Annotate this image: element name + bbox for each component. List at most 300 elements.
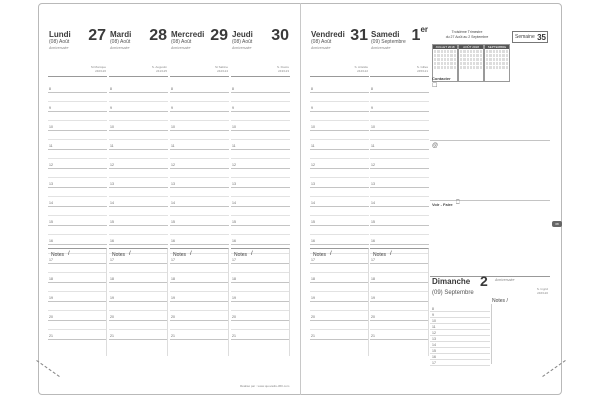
hour-row[interactable]: [48, 197, 107, 207]
mini-day-cell: [499, 50, 501, 53]
hour-label: 20: [49, 315, 53, 319]
month-tab[interactable]: 08: [552, 221, 562, 227]
hour-row[interactable]: [370, 150, 429, 160]
day-name: Mardi: [110, 30, 132, 39]
notes-box[interactable]: [48, 248, 107, 356]
hour-row[interactable]: [170, 93, 229, 103]
hour-label: 16: [110, 239, 114, 243]
mini-day-cell: [476, 66, 478, 69]
hour-label: 17: [171, 258, 175, 262]
hour-row[interactable]: [109, 140, 168, 150]
mini-day-cell: [441, 62, 443, 65]
hour-row[interactable]: [231, 169, 290, 179]
mini-day-cell: [450, 54, 452, 57]
hour-label: 16: [371, 239, 375, 243]
day-saint: S. Fiacre 243/123: [276, 65, 289, 73]
sunday-block: [430, 273, 550, 366]
hour-row[interactable]: [231, 216, 290, 226]
hour-row[interactable]: [310, 150, 369, 160]
sunday-saint: S. Ingrid 246/120: [536, 287, 548, 295]
hour-row[interactable]: [109, 121, 168, 131]
hour-label: 10: [232, 125, 236, 129]
week-number: 35: [537, 33, 546, 42]
mini-day-cell: [444, 54, 446, 57]
hour-row[interactable]: [370, 102, 429, 112]
hour-row[interactable]: [310, 159, 369, 169]
hour-label: 19: [311, 296, 315, 300]
hour-row[interactable]: [48, 112, 107, 122]
hour-label: 12: [232, 163, 236, 167]
hour-row[interactable]: [109, 197, 168, 207]
hour-row[interactable]: [370, 226, 429, 236]
hour-label: 16: [311, 239, 315, 243]
mini-day-cell: [499, 66, 501, 69]
hour-row[interactable]: [231, 140, 290, 150]
hour-row[interactable]: [109, 216, 168, 226]
mail-divider: [430, 200, 550, 201]
hour-row[interactable]: [370, 178, 429, 188]
mini-day-cell: [447, 50, 449, 53]
credit-line: Réalisé par : www.quovadis-360.com: [240, 384, 290, 388]
mini-day-cell: [506, 58, 508, 61]
trimestre-text: Troisième Trimestre du 27 Août au 2 Septembre: [445, 30, 489, 39]
mini-day-cell: [444, 62, 446, 65]
hour-row[interactable]: [310, 83, 369, 93]
hour-row[interactable]: [170, 235, 229, 245]
hour-row[interactable]: [231, 112, 290, 122]
hour-row[interactable]: [370, 207, 429, 217]
mini-day-cell: [454, 62, 456, 65]
day-name: Mercredi: [171, 30, 205, 39]
hour-row[interactable]: [370, 235, 429, 245]
hour-row[interactable]: [310, 178, 369, 188]
day-number: [149, 27, 167, 45]
sunday-hour-row[interactable]: 11: [430, 324, 490, 330]
hour-label: 21: [371, 334, 375, 338]
hour-label: 17: [311, 258, 315, 262]
hour-row[interactable]: [310, 131, 369, 141]
hour-row[interactable]: [48, 216, 107, 226]
mail-icon: @: [432, 143, 439, 149]
hour-row[interactable]: [231, 235, 290, 245]
hour-row[interactable]: [310, 140, 369, 150]
hour-grid: [109, 83, 168, 338]
hour-row[interactable]: [231, 131, 290, 141]
hour-label: 15: [171, 220, 175, 224]
mini-day-cell: [470, 66, 472, 69]
sunday-hour-row[interactable]: 12: [430, 330, 490, 336]
hour-row[interactable]: [231, 93, 290, 103]
hour-row[interactable]: [170, 216, 229, 226]
day-saint: S. Gilles 245/121: [416, 65, 428, 73]
day-header: [170, 27, 229, 77]
phone-icon: ☐: [432, 83, 438, 89]
notes-box[interactable]: [170, 248, 229, 356]
mini-day-cell: [493, 50, 495, 53]
contacter-divider: [430, 140, 550, 141]
mini-calendar-grid: [433, 49, 457, 70]
day-name: Lundi: [49, 30, 71, 39]
sunday-hour-row[interactable]: 14: [430, 342, 490, 348]
mini-day-cell: [496, 54, 498, 57]
hour-label: 18: [371, 277, 375, 281]
hour-label: 11: [371, 144, 375, 148]
mini-day-cell: [473, 62, 475, 65]
hour-row[interactable]: [109, 235, 168, 245]
sunday-hour-row[interactable]: 9: [430, 312, 490, 318]
hour-label: 20: [311, 315, 315, 319]
mini-day-cell: [454, 50, 456, 53]
hour-row[interactable]: [231, 207, 290, 217]
pen-icon: /: [129, 251, 131, 257]
mini-day-cell: [476, 62, 478, 65]
hour-label: 8: [171, 87, 173, 91]
hour-row[interactable]: [370, 216, 429, 226]
hour-label: 8: [232, 87, 234, 91]
pen-icon: /: [390, 251, 392, 257]
hour-label: 14: [311, 201, 315, 205]
hour-row[interactable]: [170, 112, 229, 122]
mini-day-cell: [480, 54, 482, 57]
hour-row[interactable]: [109, 178, 168, 188]
pen-icon: /: [68, 251, 70, 257]
hour-row[interactable]: [231, 197, 290, 207]
hour-row[interactable]: [310, 226, 369, 236]
mini-day-cell: [454, 58, 456, 61]
mini-day-cell: [489, 62, 491, 65]
mini-day-cell: [460, 58, 462, 61]
mini-day-cell: [437, 58, 439, 61]
hour-label: 16: [171, 239, 175, 243]
trimestre-heading: [432, 30, 502, 40]
hour-label: 11: [110, 144, 114, 148]
mini-day-cell: [434, 54, 436, 57]
mini-day-cell: [486, 50, 488, 53]
hour-row[interactable]: [370, 121, 429, 131]
hour-row[interactable]: [109, 159, 168, 169]
day-anniversaire: Anniversaire: [110, 46, 130, 50]
hour-row[interactable]: [48, 178, 107, 188]
hour-row[interactable]: [48, 235, 107, 245]
hour-row[interactable]: [109, 150, 168, 160]
hour-label: 21: [232, 334, 236, 338]
sunday-hour-row[interactable]: 16: [430, 354, 490, 360]
mini-calendar: [458, 44, 484, 82]
day-saint: St Sabine 242/124: [214, 65, 228, 73]
mini-day-cell: [473, 66, 475, 69]
mini-day-cell: [496, 62, 498, 65]
mini-day-cell: [499, 54, 501, 57]
mini-day-cell: [470, 58, 472, 61]
hour-row[interactable]: [109, 112, 168, 122]
hour-row[interactable]: [310, 169, 369, 179]
hour-label: 11: [49, 144, 53, 148]
mini-day-cell: [444, 66, 446, 69]
hour-row[interactable]: [170, 159, 229, 169]
hour-label: 19: [371, 296, 375, 300]
hour-label: 18: [49, 277, 53, 281]
hour-label: 19: [171, 296, 175, 300]
hour-label: 13: [49, 182, 53, 186]
hour-row[interactable]: [370, 159, 429, 169]
hour-label: 19: [232, 296, 236, 300]
sunday-hour-row[interactable]: 10: [430, 318, 490, 324]
hour-label: 10: [311, 125, 315, 129]
hour-label: 14: [371, 201, 375, 205]
hour-row[interactable]: [310, 235, 369, 245]
notes-label: Notes: [313, 252, 327, 258]
hour-row[interactable]: [370, 197, 429, 207]
hour-row[interactable]: [370, 140, 429, 150]
hour-row[interactable]: [48, 140, 107, 150]
sunday-hour-row[interactable]: 13: [430, 336, 490, 342]
hour-row[interactable]: [109, 169, 168, 179]
sunday-hour-row[interactable]: 17: [430, 360, 490, 366]
mini-day-cell: [486, 58, 488, 61]
hour-row[interactable]: [48, 83, 107, 93]
hour-label: 21: [171, 334, 175, 338]
day-header: [48, 27, 107, 77]
pen-icon: /: [251, 251, 253, 257]
hour-row[interactable]: [109, 131, 168, 141]
hour-row[interactable]: [109, 83, 168, 93]
day-number: [271, 27, 289, 45]
hour-label: 10: [49, 125, 53, 129]
bag-icon: ⎕: [456, 200, 460, 206]
hour-label: 8: [49, 87, 51, 91]
mini-day-cell: [450, 50, 452, 53]
day-header: [109, 27, 168, 77]
mini-day-cell: [489, 50, 491, 53]
sunday-hour-row[interactable]: 8: [430, 306, 490, 312]
hour-row[interactable]: [310, 102, 369, 112]
hour-label: 13: [232, 182, 236, 186]
mini-day-cell: [450, 58, 452, 61]
day-anniversaire: Anniversaire: [311, 46, 331, 50]
hour-row[interactable]: [170, 83, 229, 93]
hour-label: 15: [49, 220, 53, 224]
hour-label: 13: [371, 182, 375, 186]
day-number-text: 28: [149, 27, 167, 44]
hour-row[interactable]: [48, 226, 107, 236]
hour-label: 20: [171, 315, 175, 319]
hour-label: 17: [49, 258, 53, 262]
hour-row[interactable]: [370, 131, 429, 141]
day-month: (08) Août: [49, 39, 70, 45]
pen-icon: /: [506, 298, 508, 304]
hour-row[interactable]: [109, 93, 168, 103]
mini-day-cell: [480, 66, 482, 69]
day-month: (09) Septembre: [371, 39, 406, 45]
mini-day-cell: [493, 54, 495, 57]
notes-label: Notes: [112, 252, 126, 258]
hour-row[interactable]: [48, 207, 107, 217]
hour-row[interactable]: [170, 121, 229, 131]
hour-label: 19: [110, 296, 114, 300]
mini-day-cell: [493, 66, 495, 69]
mini-day-cell: [502, 62, 504, 65]
hour-row[interactable]: [370, 93, 429, 103]
mini-calendar: [484, 44, 510, 82]
notes-label: Notes: [173, 252, 187, 258]
mini-day-cell: [506, 54, 508, 57]
hour-label: 15: [371, 220, 375, 224]
pen-icon: /: [190, 251, 192, 257]
day-saint: S. Aristide 244/122: [354, 65, 368, 73]
mini-day-cell: [480, 62, 482, 65]
mini-day-cell: [496, 66, 498, 69]
mini-day-cell: [441, 54, 443, 57]
hour-row[interactable]: [48, 150, 107, 160]
hour-label: 11: [311, 144, 315, 148]
hour-row[interactable]: [109, 188, 168, 198]
mini-day-cell: [444, 50, 446, 53]
mini-day-cell: [506, 66, 508, 69]
hour-row[interactable]: [170, 169, 229, 179]
hour-label: 10: [110, 125, 114, 129]
hour-label: 17: [371, 258, 375, 262]
mini-day-cell: [506, 62, 508, 65]
mini-day-cell: [480, 58, 482, 61]
day-anniversaire: Anniversaire: [371, 46, 391, 50]
hour-row[interactable]: [310, 207, 369, 217]
mini-day-cell: [460, 62, 462, 65]
day-number-text: 29: [210, 27, 228, 44]
sunday-divider: [491, 304, 492, 364]
sunday-month: (09) Septembre: [432, 290, 474, 296]
mini-day-cell: [454, 66, 456, 69]
hour-row[interactable]: [231, 150, 290, 160]
hour-label: 12: [49, 163, 53, 167]
hour-label: 11: [232, 144, 236, 148]
hour-row[interactable]: [48, 102, 107, 112]
hour-row[interactable]: [109, 207, 168, 217]
day-saint: S. Augustin 241/125: [151, 65, 167, 73]
mini-day-cell: [441, 58, 443, 61]
hour-label: 9: [171, 106, 173, 110]
hour-row[interactable]: [231, 102, 290, 112]
hour-row[interactable]: [170, 226, 229, 236]
hour-row[interactable]: [48, 93, 107, 103]
hour-row[interactable]: [170, 197, 229, 207]
hour-row[interactable]: [231, 188, 290, 198]
hour-row[interactable]: [109, 102, 168, 112]
mini-day-cell: [470, 62, 472, 65]
hour-row[interactable]: [231, 83, 290, 93]
hour-label: 14: [49, 201, 53, 205]
mini-day-cell: [447, 58, 449, 61]
hour-row[interactable]: [310, 188, 369, 198]
mini-calendar-title: JUILLET 2018: [433, 45, 457, 49]
hour-row[interactable]: [310, 216, 369, 226]
mini-day-cell: [476, 54, 478, 57]
mini-day-cell: [434, 66, 436, 69]
mini-day-cell: [486, 66, 488, 69]
notes-box[interactable]: [310, 248, 369, 356]
notes-label: Notes: [51, 252, 65, 258]
hour-label: 13: [171, 182, 175, 186]
hour-row[interactable]: [170, 102, 229, 112]
mini-day-cell: [476, 58, 478, 61]
hour-row[interactable]: [310, 197, 369, 207]
mini-day-cell: [467, 66, 469, 69]
mini-calendar-title: AOÛT 2018: [459, 45, 483, 49]
sunday-hour-row[interactable]: 15: [430, 348, 490, 354]
hour-row[interactable]: [231, 178, 290, 188]
hour-row[interactable]: [310, 93, 369, 103]
mini-day-cell: [454, 54, 456, 57]
mini-day-cell: [486, 62, 488, 65]
day-header: [310, 27, 369, 77]
hour-label: 14: [171, 201, 175, 205]
hour-row[interactable]: [370, 83, 429, 93]
hour-row[interactable]: [170, 131, 229, 141]
hour-row[interactable]: [231, 159, 290, 169]
week-badge: [512, 31, 548, 43]
day-month: (08) Août: [110, 39, 131, 45]
day-name: Samedi: [371, 30, 400, 39]
hour-row[interactable]: [170, 207, 229, 217]
day-anniversaire: Anniversaire: [49, 46, 69, 50]
mini-day-cell: [506, 50, 508, 53]
mini-day-cell: [470, 50, 472, 53]
notes-label: Notes: [234, 252, 248, 258]
notes-box[interactable]: [109, 248, 168, 356]
hour-row[interactable]: [109, 226, 168, 236]
hour-row[interactable]: [310, 112, 369, 122]
mini-day-cell: [447, 66, 449, 69]
hour-row[interactable]: [231, 121, 290, 131]
hour-row[interactable]: [170, 140, 229, 150]
notes-box[interactable]: [231, 248, 290, 356]
mini-day-cell: [460, 66, 462, 69]
hour-label: 12: [110, 163, 114, 167]
mini-calendar-title: SEPTEMBRE: [485, 45, 509, 49]
hour-row[interactable]: [48, 169, 107, 179]
mini-calendar-grid: [485, 49, 509, 70]
sunday-notes-text: Notes: [492, 298, 506, 304]
hour-row[interactable]: [370, 112, 429, 122]
mini-day-cell: [476, 50, 478, 53]
hour-row[interactable]: [231, 226, 290, 236]
notes-label: Notes: [373, 252, 387, 258]
mini-day-cell: [467, 58, 469, 61]
hour-row[interactable]: [370, 169, 429, 179]
mini-day-cell: [463, 62, 465, 65]
day-anniversaire: Anniversaire: [171, 46, 191, 50]
mini-day-cell: [473, 58, 475, 61]
sunday-hours: [430, 306, 490, 366]
hour-row[interactable]: [48, 131, 107, 141]
day-number-text: 1: [411, 27, 421, 44]
hour-row[interactable]: [48, 159, 107, 169]
hour-row[interactable]: [170, 188, 229, 198]
hour-row[interactable]: [48, 188, 107, 198]
hour-row[interactable]: [170, 150, 229, 160]
page-fold: [300, 3, 301, 395]
day-number: [210, 27, 228, 45]
hour-grid: [231, 83, 290, 338]
notes-box[interactable]: [370, 248, 429, 356]
hour-row[interactable]: [370, 188, 429, 198]
hour-label: 9: [49, 106, 51, 110]
hour-row[interactable]: [310, 121, 369, 131]
sunday-number: 2: [480, 273, 488, 289]
hour-row[interactable]: [48, 121, 107, 131]
hour-label: 9: [371, 106, 373, 110]
hour-label: 16: [232, 239, 236, 243]
hour-row[interactable]: [170, 178, 229, 188]
